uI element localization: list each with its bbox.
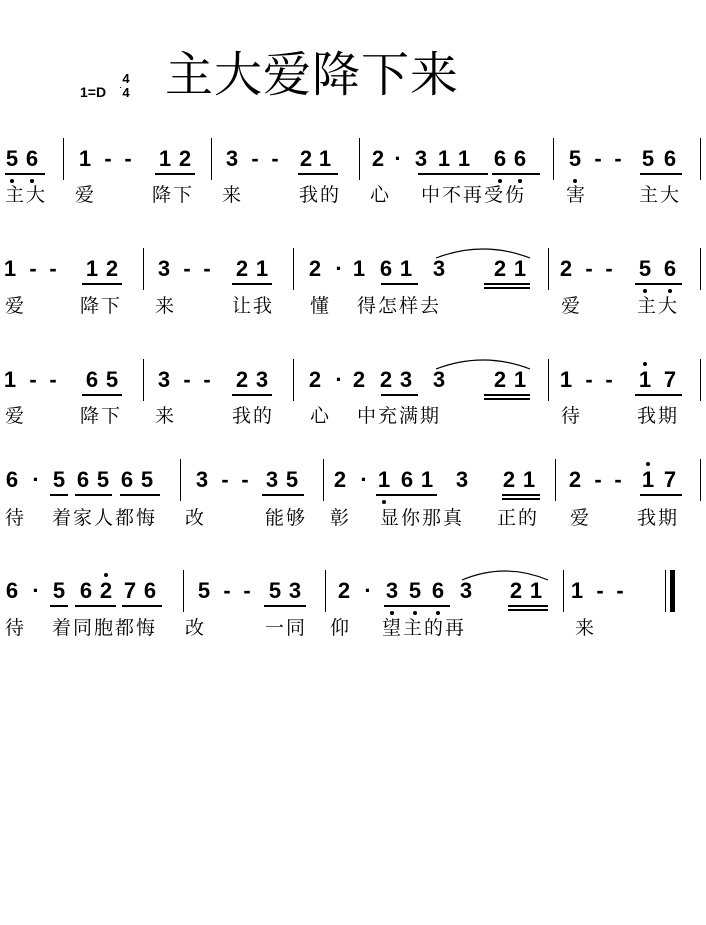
octave-dot-below	[668, 289, 672, 293]
octave-dot-below	[382, 500, 386, 504]
lyric-text: 来	[155, 405, 177, 427]
notation-row-5	[0, 578, 706, 620]
lyric-text: 正的	[497, 507, 540, 529]
bar-line	[700, 248, 701, 290]
note: 7	[123, 578, 137, 603]
lyric-text: 仰	[330, 617, 352, 639]
note: 6	[76, 467, 90, 492]
lyric-row-5	[0, 616, 706, 642]
note: 6	[379, 256, 393, 281]
lyric-text: 主大	[637, 295, 680, 317]
bar-line	[293, 248, 294, 290]
octave-dot-below	[413, 611, 417, 615]
note: ·	[32, 578, 40, 603]
bar-line	[700, 459, 701, 501]
beam-line	[232, 283, 272, 285]
note: -	[203, 367, 211, 392]
bar-line	[548, 359, 549, 401]
note: 5	[197, 578, 211, 603]
beam-line	[640, 494, 682, 496]
lyric-row-3	[0, 404, 706, 430]
note: -	[241, 467, 249, 492]
lyric-text: 改	[185, 507, 207, 529]
beam-line	[50, 605, 68, 607]
lyric-text: 来	[575, 617, 597, 639]
lyric-text: 降下	[152, 184, 195, 206]
note: 6	[120, 467, 134, 492]
note: ·	[364, 578, 372, 603]
note: 3	[288, 578, 302, 603]
note: 3	[432, 367, 446, 392]
note: 5	[140, 467, 154, 492]
beam-line	[484, 394, 530, 396]
beam-line	[418, 173, 488, 175]
bar-line	[143, 359, 144, 401]
note: 5	[105, 367, 119, 392]
lyric-text: 彰	[330, 507, 352, 529]
note: 1	[437, 146, 451, 171]
beam-line	[262, 494, 304, 496]
note: 1	[255, 256, 269, 281]
note: -	[271, 146, 279, 171]
bar-line	[359, 138, 360, 180]
note: 2	[299, 146, 313, 171]
notation-row-1	[0, 146, 706, 188]
key-signature: 1=D	[80, 84, 107, 100]
note: -	[49, 367, 57, 392]
note: 3	[195, 467, 209, 492]
note: 3	[385, 578, 399, 603]
note: 2	[493, 256, 507, 281]
time-signature	[120, 72, 132, 100]
note: 5	[568, 146, 582, 171]
beam-line	[492, 173, 540, 175]
beam-line	[50, 494, 68, 496]
beam-line	[120, 494, 160, 496]
note: ·	[394, 146, 402, 171]
lyric-row-4	[0, 506, 706, 532]
note: -	[49, 256, 57, 281]
note: -	[251, 146, 259, 171]
note: 2	[178, 146, 192, 171]
beam-line	[635, 394, 682, 396]
note: 7	[663, 467, 677, 492]
note: 5	[52, 467, 66, 492]
note: 6	[143, 578, 157, 603]
note: 2	[379, 367, 393, 392]
bar-line	[323, 459, 324, 501]
tie-slur	[436, 357, 530, 371]
bar-line	[553, 138, 554, 180]
bar-line	[63, 138, 64, 180]
beam-line	[5, 173, 45, 175]
note: -	[594, 467, 602, 492]
note: 2	[99, 578, 113, 603]
note: ·	[32, 467, 40, 492]
note: 2	[105, 256, 119, 281]
note: 6	[25, 146, 39, 171]
note: 2	[493, 367, 507, 392]
note: 2	[568, 467, 582, 492]
note: 2	[235, 256, 249, 281]
note: 2	[559, 256, 573, 281]
note: -	[614, 467, 622, 492]
note: 1	[352, 256, 366, 281]
lyric-text: 待	[561, 405, 583, 427]
time-signature-bottom: 4	[122, 85, 130, 100]
score-title: 主大爱降下来	[165, 47, 460, 103]
bar-line	[183, 570, 184, 612]
beam-line	[381, 283, 418, 285]
note: 1	[638, 367, 652, 392]
bar-line	[555, 459, 556, 501]
note: 2	[235, 367, 249, 392]
note: -	[124, 146, 132, 171]
note: 3	[255, 367, 269, 392]
note: 2	[509, 578, 523, 603]
octave-dot-below	[436, 611, 440, 615]
beam-line	[82, 394, 122, 396]
note: -	[223, 578, 231, 603]
note: 6	[663, 256, 677, 281]
lyric-text: 一同	[265, 617, 308, 639]
bar-line	[325, 570, 326, 612]
note: -	[29, 256, 37, 281]
note: 1	[78, 146, 92, 171]
note: 6	[513, 146, 527, 171]
beam-line	[381, 394, 418, 396]
note: -	[183, 256, 191, 281]
note: -	[221, 467, 229, 492]
lyric-text: 心	[310, 405, 332, 427]
note: 5	[268, 578, 282, 603]
note: 2	[502, 467, 516, 492]
note: 5	[638, 256, 652, 281]
note: 2	[337, 578, 351, 603]
note: -	[585, 367, 593, 392]
tie-slur	[462, 568, 548, 582]
lyric-text: 爱	[5, 295, 27, 317]
note: 1	[420, 467, 434, 492]
octave-dot-below	[643, 289, 647, 293]
note: 1	[318, 146, 332, 171]
lyric-text: 来	[222, 184, 244, 206]
bar-line	[700, 359, 701, 401]
note: -	[614, 146, 622, 171]
beam-line	[82, 283, 122, 285]
note: ·	[360, 467, 368, 492]
note: 1	[513, 367, 527, 392]
note: 1	[3, 256, 17, 281]
final-bar-thick	[670, 570, 675, 612]
beam-line	[376, 494, 437, 496]
note: 6	[493, 146, 507, 171]
note: 1	[522, 467, 536, 492]
tie-slur	[436, 246, 530, 260]
note: 3	[265, 467, 279, 492]
beam-line	[298, 173, 338, 175]
note: -	[596, 578, 604, 603]
note: 1	[513, 256, 527, 281]
beam-line	[75, 605, 116, 607]
note: -	[605, 256, 613, 281]
octave-dot-above	[104, 573, 108, 577]
lyric-text: 着家人都悔	[52, 507, 158, 529]
lyric-text: 来	[155, 295, 177, 317]
note: 5	[5, 146, 19, 171]
lyric-text: 我的	[299, 184, 342, 206]
note: 7	[663, 367, 677, 392]
beam-line	[508, 605, 548, 607]
beam-line	[75, 494, 112, 496]
lyric-text: 爱	[5, 405, 27, 427]
note: 6	[5, 578, 19, 603]
notation-row-2	[0, 256, 706, 298]
note: 5	[408, 578, 422, 603]
note: 1	[377, 467, 391, 492]
lyric-text: 着同胞都悔	[52, 617, 158, 639]
note: -	[243, 578, 251, 603]
note: 6	[431, 578, 445, 603]
note: 5	[52, 578, 66, 603]
notation-row-3	[0, 367, 706, 409]
lyric-text: 望主的再	[382, 617, 467, 639]
beam-line	[264, 605, 306, 607]
beam-line	[122, 605, 162, 607]
note: 2	[352, 367, 366, 392]
beam-line	[640, 173, 682, 175]
note: 1	[3, 367, 17, 392]
note: 1	[570, 578, 584, 603]
note: 6	[79, 578, 93, 603]
octave-dot-below	[390, 611, 394, 615]
lyric-text: 待	[5, 617, 27, 639]
note: -	[585, 256, 593, 281]
note: -	[203, 256, 211, 281]
note: -	[104, 146, 112, 171]
octave-dot-above	[646, 462, 650, 466]
lyric-row-1	[0, 183, 706, 209]
lyric-text: 中不再受伤	[421, 184, 527, 206]
lyric-text: 待	[5, 507, 27, 529]
note: -	[594, 146, 602, 171]
lyric-text: 降下	[80, 405, 123, 427]
notation-row-4	[0, 467, 706, 509]
bar-line	[700, 138, 701, 180]
beam-line	[484, 283, 530, 285]
note: -	[605, 367, 613, 392]
lyric-text: 让我	[232, 295, 275, 317]
bar-line	[548, 248, 549, 290]
beam-line	[155, 173, 195, 175]
note: 1	[641, 467, 655, 492]
note: 1	[158, 146, 172, 171]
note: -	[183, 367, 191, 392]
beam-line-double	[508, 609, 548, 611]
lyric-text: 我期	[637, 507, 680, 529]
note: -	[616, 578, 624, 603]
note: 2	[308, 256, 322, 281]
bar-line	[211, 138, 212, 180]
lyric-text: 改	[185, 617, 207, 639]
beam-line	[232, 394, 272, 396]
lyric-text: 心	[370, 184, 392, 206]
bar-line	[180, 459, 181, 501]
lyric-text: 中充满期	[357, 405, 442, 427]
lyric-text: 我期	[637, 405, 680, 427]
note: 2	[333, 467, 347, 492]
lyric-text: 降下	[80, 295, 123, 317]
octave-dot-above	[643, 362, 647, 366]
lyric-text: 显你那真	[380, 507, 465, 529]
note: 3	[432, 256, 446, 281]
bar-line	[293, 359, 294, 401]
note: 6	[663, 146, 677, 171]
lyric-text: 我的	[232, 405, 275, 427]
note: 3	[225, 146, 239, 171]
note: -	[29, 367, 37, 392]
note: 1	[85, 256, 99, 281]
lyric-text: 懂	[310, 295, 332, 317]
lyric-text: 能够	[265, 507, 308, 529]
note: 3	[459, 578, 473, 603]
lyric-text: 主大	[5, 184, 48, 206]
lyric-text: 爱	[75, 184, 97, 206]
note: 1	[559, 367, 573, 392]
note: 5	[285, 467, 299, 492]
beam-line-double	[484, 287, 530, 289]
beam-line	[635, 283, 682, 285]
lyric-row-2	[0, 294, 706, 320]
note: 3	[399, 367, 413, 392]
time-signature-top: 4	[122, 71, 130, 86]
note: 3	[157, 256, 171, 281]
note: ·	[335, 256, 343, 281]
note: 2	[371, 146, 385, 171]
bar-line	[563, 570, 564, 612]
bar-line	[143, 248, 144, 290]
note: 3	[414, 146, 428, 171]
note: 1	[399, 256, 413, 281]
note: 3	[157, 367, 171, 392]
lyric-text: 主大	[639, 184, 682, 206]
lyric-text: 爱	[570, 507, 592, 529]
lyric-text: 爱	[561, 295, 583, 317]
note: 6	[85, 367, 99, 392]
note: 2	[308, 367, 322, 392]
final-bar-thin	[665, 570, 666, 612]
note: 1	[529, 578, 543, 603]
note: 3	[455, 467, 469, 492]
beam-line-double	[502, 498, 540, 500]
note: 6	[5, 467, 19, 492]
beam-line	[384, 605, 450, 607]
beam-line-double	[484, 398, 530, 400]
lyric-text: 得怎样去	[357, 295, 442, 317]
note: 6	[400, 467, 414, 492]
note: 5	[641, 146, 655, 171]
note: ·	[335, 367, 343, 392]
lyric-text: 害	[566, 184, 588, 206]
beam-line	[502, 494, 540, 496]
note: 5	[96, 467, 110, 492]
note: 1	[457, 146, 471, 171]
